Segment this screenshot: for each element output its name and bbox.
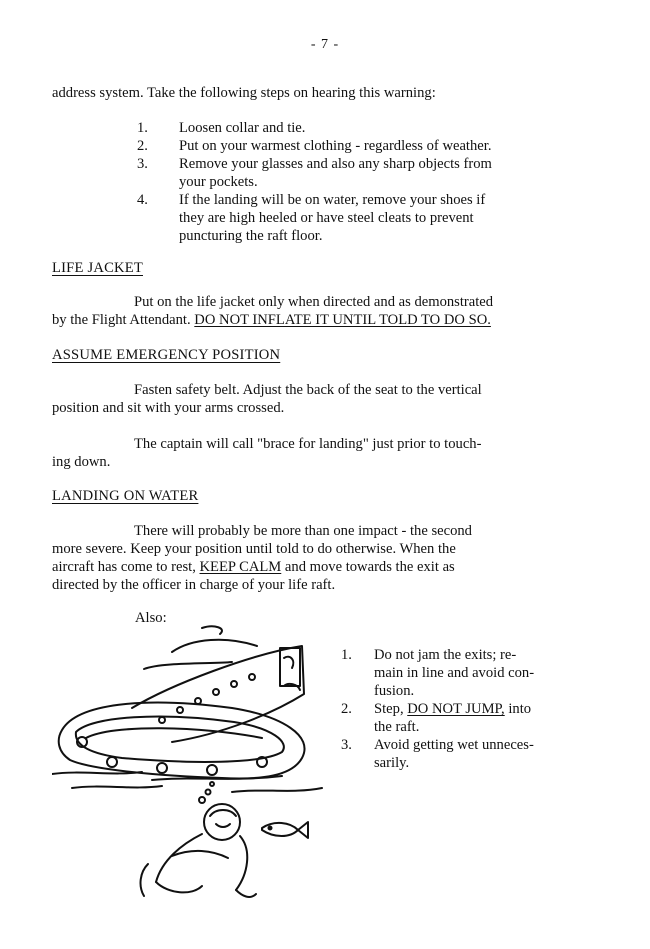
keep-calm-emphasis: KEEP CALM: [199, 559, 282, 575]
also-text: Avoid getting wet unneces-: [374, 737, 534, 753]
step-text: your pockets.: [179, 174, 258, 190]
step-text: Loosen collar and tie.: [179, 120, 306, 136]
inflate-warning: DO NOT INFLATE IT UNTIL TOLD TO DO SO.: [194, 312, 491, 328]
also-item: [341, 700, 581, 736]
also-text: fusion.: [374, 683, 415, 699]
also-text: Step,: [374, 701, 408, 717]
step-number: 1.: [137, 120, 148, 136]
also-list: [341, 646, 581, 772]
paragraph-line: aircraft has come to rest,: [52, 559, 200, 575]
paragraph-line: directed by the officer in charge of your life raft.: [52, 577, 336, 593]
step-number: 3.: [137, 156, 148, 172]
intro-paragraph: address system. Take the following steps on hearing this warning:: [52, 85, 436, 101]
page-number: - 7 -: [310, 37, 340, 52]
step-item: [137, 137, 577, 155]
also-text: main in line and avoid con-: [374, 665, 535, 681]
paragraph-line: Fasten safety belt. Adjust the back of the seat to the vertical: [134, 382, 482, 398]
also-number: 1.: [341, 647, 352, 663]
emergency-position-heading: ASSUME EMERGENCY POSITION: [52, 347, 281, 363]
step-text: If the landing will be on water, remove your shoes if: [179, 192, 486, 208]
also-label: Also:: [135, 610, 167, 626]
step-text: Remove your glasses and also any sharp objects from: [179, 156, 492, 172]
step-item: [137, 191, 577, 245]
step-number: 2.: [137, 138, 148, 154]
also-item: [341, 646, 581, 700]
step-item: [137, 119, 577, 137]
brace-paragraph: [52, 435, 572, 471]
do-not-jump-emphasis: DO NOT JUMP,: [407, 701, 505, 717]
also-text: the raft.: [374, 719, 420, 735]
step-item: [137, 155, 577, 191]
also-item: [341, 736, 581, 772]
step-text: Put on your warmest clothing - regardless of weather.: [179, 138, 492, 154]
also-text: sarily.: [374, 755, 410, 771]
life-jacket-heading: LIFE JACKET: [52, 260, 143, 276]
life-jacket-paragraph: [52, 293, 572, 329]
paragraph-line: position and sit with your arms crossed.: [52, 400, 285, 416]
paragraph-line: There will probably be more than one impact - the second: [134, 523, 472, 539]
warning-steps-list: [137, 119, 577, 245]
also-text: Do not jam the exits; re-: [374, 647, 517, 663]
life-raft-illustration: [52, 624, 342, 904]
paragraph-line: ing down.: [52, 454, 111, 470]
also-number: 3.: [341, 737, 352, 753]
also-number: 2.: [341, 701, 352, 717]
step-text: they are high heeled or have steel cleats to prevent: [179, 210, 474, 226]
paragraph-line: and move towards the exit as: [281, 559, 455, 575]
life-jacket-line: by the Flight Attendant.: [52, 312, 195, 328]
landing-paragraph: [52, 522, 582, 594]
paragraph-line: The captain will call "brace for landing" just prior to touch-: [134, 436, 482, 452]
landing-on-water-heading: LANDING ON WATER: [52, 488, 199, 504]
life-jacket-line: Put on the life jacket only when directed and as demonstrated: [134, 294, 494, 310]
also-text: into: [504, 701, 532, 717]
paragraph-line: more severe. Keep your position until told to do otherwise. When the: [52, 541, 456, 557]
step-text: puncturing the raft floor.: [179, 228, 323, 244]
step-number: 4.: [137, 192, 148, 208]
emergency-position-paragraph: [52, 381, 572, 417]
